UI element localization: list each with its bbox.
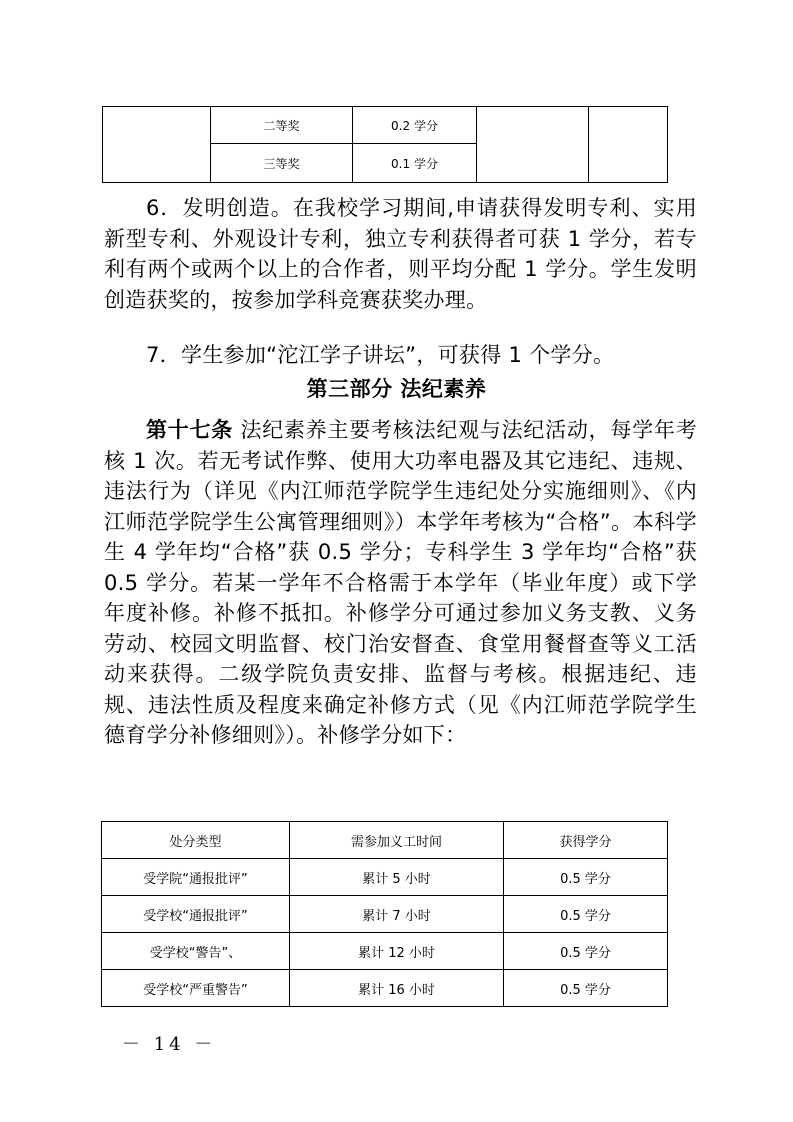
hours-cell: 累计 7 小时 <box>290 896 504 933</box>
penalty-type-cell: 受学校“通报批评” <box>102 896 290 933</box>
award-credit-cell: 0.2 学分 <box>353 107 477 144</box>
section-heading: 第三部分 法纪素养 <box>306 377 487 401</box>
table-cell-empty <box>103 107 211 183</box>
paragraph-forum: 7．学生参加“沱江学子讲坛”，可获得 1 个学分。 <box>146 343 615 367</box>
table-row <box>102 859 668 896</box>
penalty-type-cell: 受学校“严重警告” <box>102 970 290 1007</box>
column-header-hours: 需参加义工时间 <box>290 822 504 859</box>
column-header-credit: 获得学分 <box>504 822 668 859</box>
table-header-row <box>102 822 668 859</box>
credit-cell: 0.5 学分 <box>504 970 668 1007</box>
table-row <box>102 933 668 970</box>
credit-cell: 0.5 学分 <box>504 933 668 970</box>
table-row <box>102 896 668 933</box>
table-cell-empty <box>477 107 589 183</box>
table-row <box>102 970 668 1007</box>
article-label: 第十七条 <box>146 418 234 442</box>
award-level-cell: 二等奖 <box>211 107 353 144</box>
paragraph-invention: 6．发明创造。在我校学习期间,申请获得发明专利、实用新型专利、外观设计专利，独立专利获得者可获 1 学分，若专利有两个或两个以上的合作者，则平均分配 1 学分。学生发明创造获奖的，按参加学科竞赛获奖办理。 <box>104 196 697 312</box>
award-credit-table <box>102 106 668 183</box>
penalty-type-cell: 受学校“警告”、 <box>102 933 290 970</box>
credit-cell: 0.5 学分 <box>504 859 668 896</box>
table-cell-empty <box>589 107 668 183</box>
award-credit-cell: 0.1 学分 <box>353 144 477 183</box>
award-level-cell: 三等奖 <box>211 144 353 183</box>
hours-cell: 累计 16 小时 <box>290 970 504 1007</box>
column-header-type: 处分类型 <box>102 822 290 859</box>
article-text: 法纪素养主要考核法纪观与法纪活动，每学年考核 1 次。若无考试作弊、使用大功率电器及其它违纪、违规、违法行为（详见《内江师范学院学生违纪处分实施细则》、《内江师范学院学生公寓管理细则》）本学年考核为“合格”。本科学生 4 学年均“合格”获 0.5 学分；专科学生 3 学年均“合格”获 0.5 学分。若某一学年不合格需于本学年（毕业年度）或下学年度补修。补修不抵扣。补修学分可通过参加义务支教、义务劳动、校园文明监督、校门治安督查、食堂用餐督查等义工活动来获得。二级学院负责安排、监督与考核。根据违纪、违规、违法性质及程度来确定补修方式（见《内江师范学院学生德育学分补修细则》）。补修学分如下： <box>104 418 697 747</box>
makeup-credit-table <box>101 821 668 1007</box>
table-row <box>103 107 668 144</box>
page-number: － 14 － <box>122 1034 217 1055</box>
hours-cell: 累计 12 小时 <box>290 933 504 970</box>
article-17-paragraph <box>104 415 697 751</box>
penalty-type-cell: 受学院“通报批评” <box>102 859 290 896</box>
credit-cell: 0.5 学分 <box>504 896 668 933</box>
hours-cell: 累计 5 小时 <box>290 859 504 896</box>
